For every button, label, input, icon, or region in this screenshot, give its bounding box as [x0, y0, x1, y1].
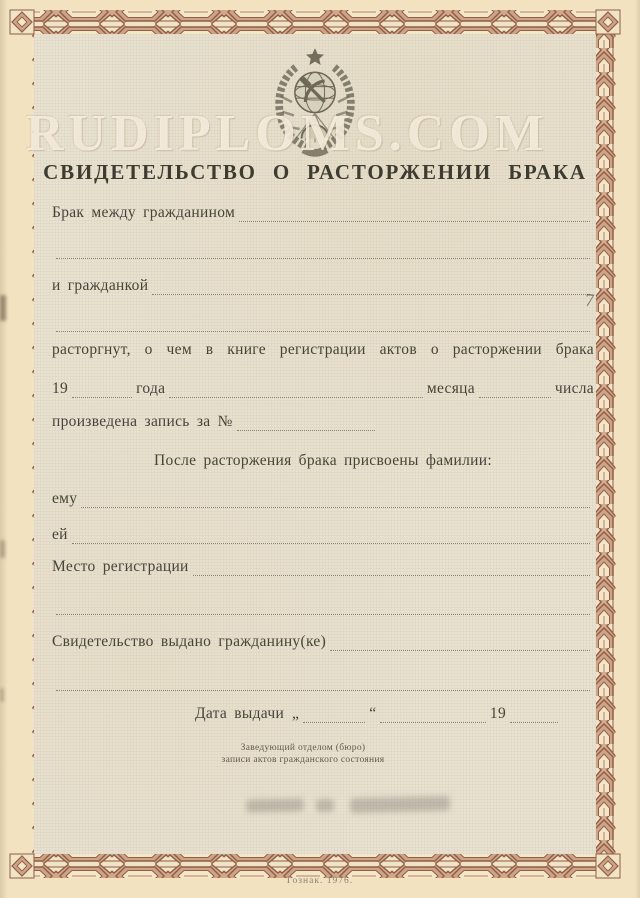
watermark-text: RUDIPLOMS.COM	[26, 105, 549, 162]
printer-imprint: Гознак. 1976.	[286, 876, 354, 886]
her-fill-line	[72, 528, 590, 544]
surnames-heading: После расторжения брака присвоены фамилии:	[154, 452, 492, 469]
field-surname-him	[52, 490, 594, 508]
year-fill-line	[72, 382, 132, 398]
certificate-title: СВИДЕТЕЛЬСТВО О РАСТОРЖЕНИИ БРАКА	[43, 160, 587, 184]
wife-label: и гражданкой	[52, 277, 149, 294]
month-word: месяца	[426, 380, 475, 397]
day-fill-line	[479, 382, 551, 398]
scan-edge-shadow-left	[0, 0, 8, 898]
him-fill-line	[81, 492, 590, 508]
issue-year-prefix: 19	[489, 705, 506, 722]
field-issued-to	[52, 633, 594, 651]
scan-edge-shadow-right	[635, 0, 640, 898]
issued-label: Свидетельство выдано гражданину(ке)	[52, 633, 327, 650]
husband-fill-line	[239, 206, 590, 222]
field-record-number	[52, 413, 594, 431]
field-date-of-record	[52, 380, 594, 398]
wife-fill-line	[152, 279, 590, 295]
wife-fill-line-2	[52, 314, 594, 332]
year-word: года	[136, 380, 166, 397]
issue-day-fill-line	[303, 707, 365, 723]
issued-fill-line	[330, 635, 590, 651]
place-fill-line	[193, 560, 590, 576]
serial-number-redacted	[316, 799, 334, 812]
field-wife	[52, 277, 594, 295]
issue-month-fill-line	[380, 707, 485, 723]
him-label: ему	[52, 490, 78, 507]
fill-line	[56, 316, 590, 332]
field-husband	[52, 204, 594, 222]
serial-number-redacted	[350, 796, 450, 814]
month-fill-line	[169, 382, 422, 398]
her-label: ей	[52, 526, 68, 543]
husband-label: Брак между гражданином	[52, 204, 236, 221]
date-label: Дата выдачи	[195, 705, 285, 722]
dissolved-statement: расторгнут, о чем в книге регистрации актов о расторжении брака	[52, 341, 594, 358]
open-quote: „	[292, 705, 300, 722]
place-fill-line-2	[52, 597, 594, 615]
year-prefix: 19	[52, 380, 69, 397]
day-word: числа	[554, 380, 594, 397]
husband-fill-line-2	[52, 241, 594, 259]
issue-year-fill-line	[510, 707, 558, 723]
record-fill-line	[237, 415, 375, 431]
field-surname-her	[52, 526, 594, 544]
fill-line	[56, 675, 590, 691]
pencil-mark: 7	[584, 289, 596, 311]
field-issue-date	[195, 705, 562, 723]
official-title-line1: Заведующий отделом (бюро)	[240, 743, 366, 753]
record-label: произведена запись за №	[52, 413, 233, 430]
field-registration-place	[52, 558, 594, 576]
place-label: Место регистрации	[52, 558, 189, 575]
issued-fill-line-2	[52, 673, 594, 691]
fill-line	[56, 599, 590, 615]
serial-number-redacted	[246, 798, 304, 813]
close-quote: “	[369, 705, 377, 722]
official-signature-block	[150, 742, 456, 766]
official-title-line2: записи актов гражданского состояния	[221, 755, 385, 765]
fill-line	[56, 243, 590, 259]
